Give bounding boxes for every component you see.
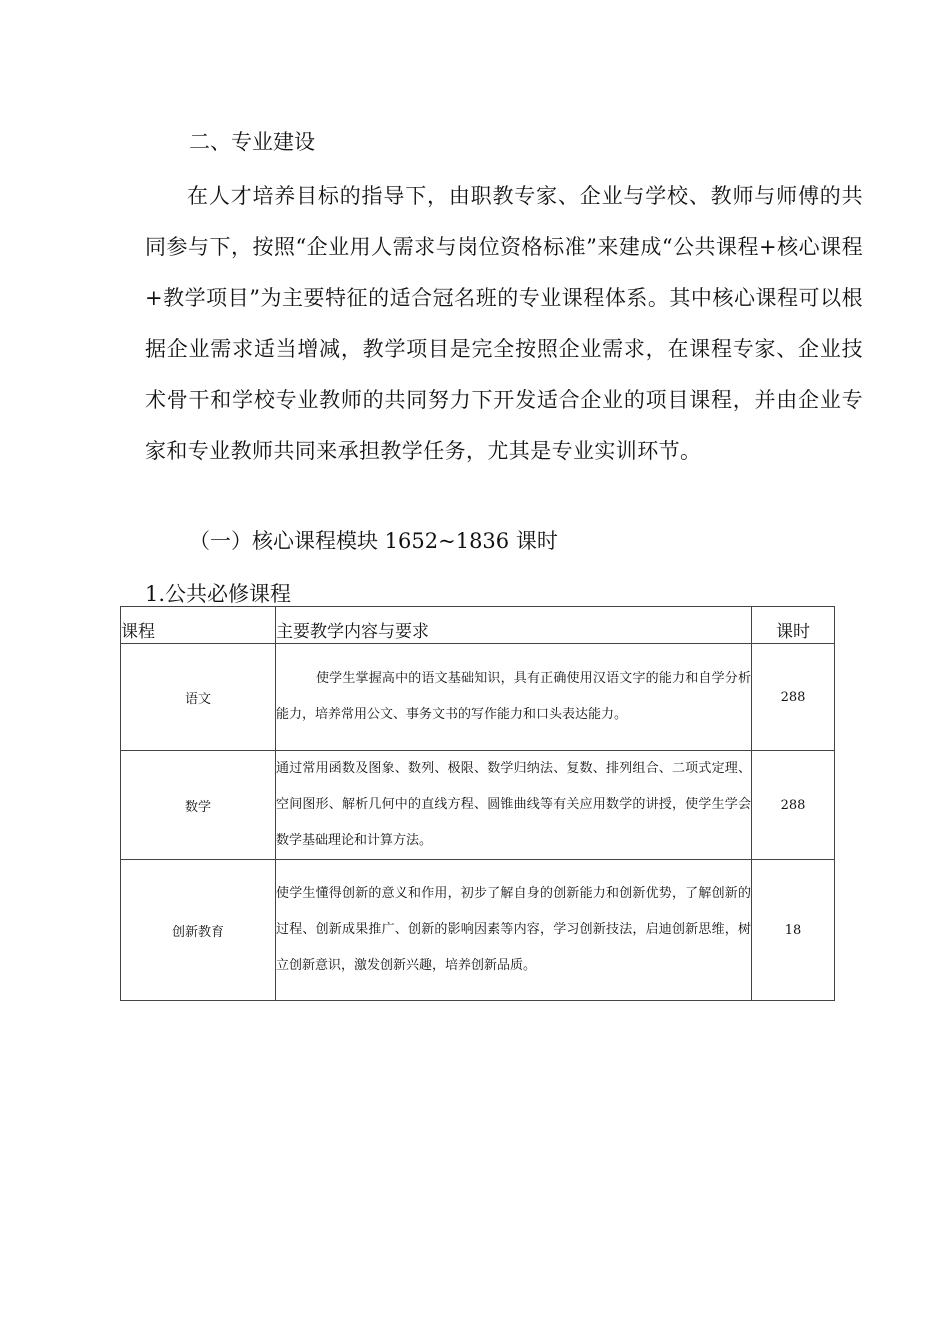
course-hours: 288: [752, 644, 835, 751]
header-content: 主要教学内容与要求: [276, 607, 752, 644]
course-content-text: 使学生掌握高中的语文基础知识，具有正确使用汉语文字的能力和自学分析能力，培养常用公文、事务文书的写作能力和口头表达能力。: [276, 671, 751, 722]
course-name: 数学: [121, 751, 276, 860]
table-row: [121, 644, 835, 751]
table-header-row: [121, 607, 835, 644]
table-row: [121, 751, 835, 860]
course-hours: 288: [752, 751, 835, 860]
header-hours: 课时: [752, 607, 835, 644]
course-content: 使学生懂得创新的意义和作用，初步了解自身的创新能力和创新优势，了解创新的过程、创新成果推广、创新的影响因素等内容，学习创新技法，启迪创新思维，树立创新意识，激发创新兴趣，培养创新品质。: [276, 860, 752, 1001]
course-content: [276, 644, 752, 751]
section-heading: 二、专业建设: [189, 130, 315, 154]
course-name: 语文: [121, 644, 276, 751]
intro-paragraph: 在人才培养目标的指导下，由职教专家、企业与学校、教师与师傅的共同参与下，按照“企业用人需求与岗位资格标准”来建成“公共课程+核心课程+教学项目”为主要特征的适合冠名班的专业课程体系。其中核心课程可以根据企业需求适当增减，教学项目是完全按照企业需求，在课程专家、企业技术骨干和学校专业教师的共同努力下开发适合企业的项目课程，并由企业专家和专业教师共同来承担教学任务，尤其是专业实训环节。: [145, 184, 863, 463]
course-name: 创新教育: [121, 860, 276, 1001]
module-subheading: （一）核心课程模块 1652~1836 课时: [189, 529, 558, 553]
course-table: [120, 606, 835, 1001]
list-title: 1.公共必修课程: [145, 582, 292, 606]
header-course: 课程: [121, 607, 276, 644]
course-hours: 18: [752, 860, 835, 1001]
table-row: [121, 860, 835, 1001]
course-content: 通过常用函数及图象、数列、极限、数学归纳法、复数、排列组合、二项式定理、空间图形、解析几何中的直线方程、圆锥曲线等有关应用数学的讲授，使学生学会数学基础理论和计算方法。: [276, 751, 752, 860]
